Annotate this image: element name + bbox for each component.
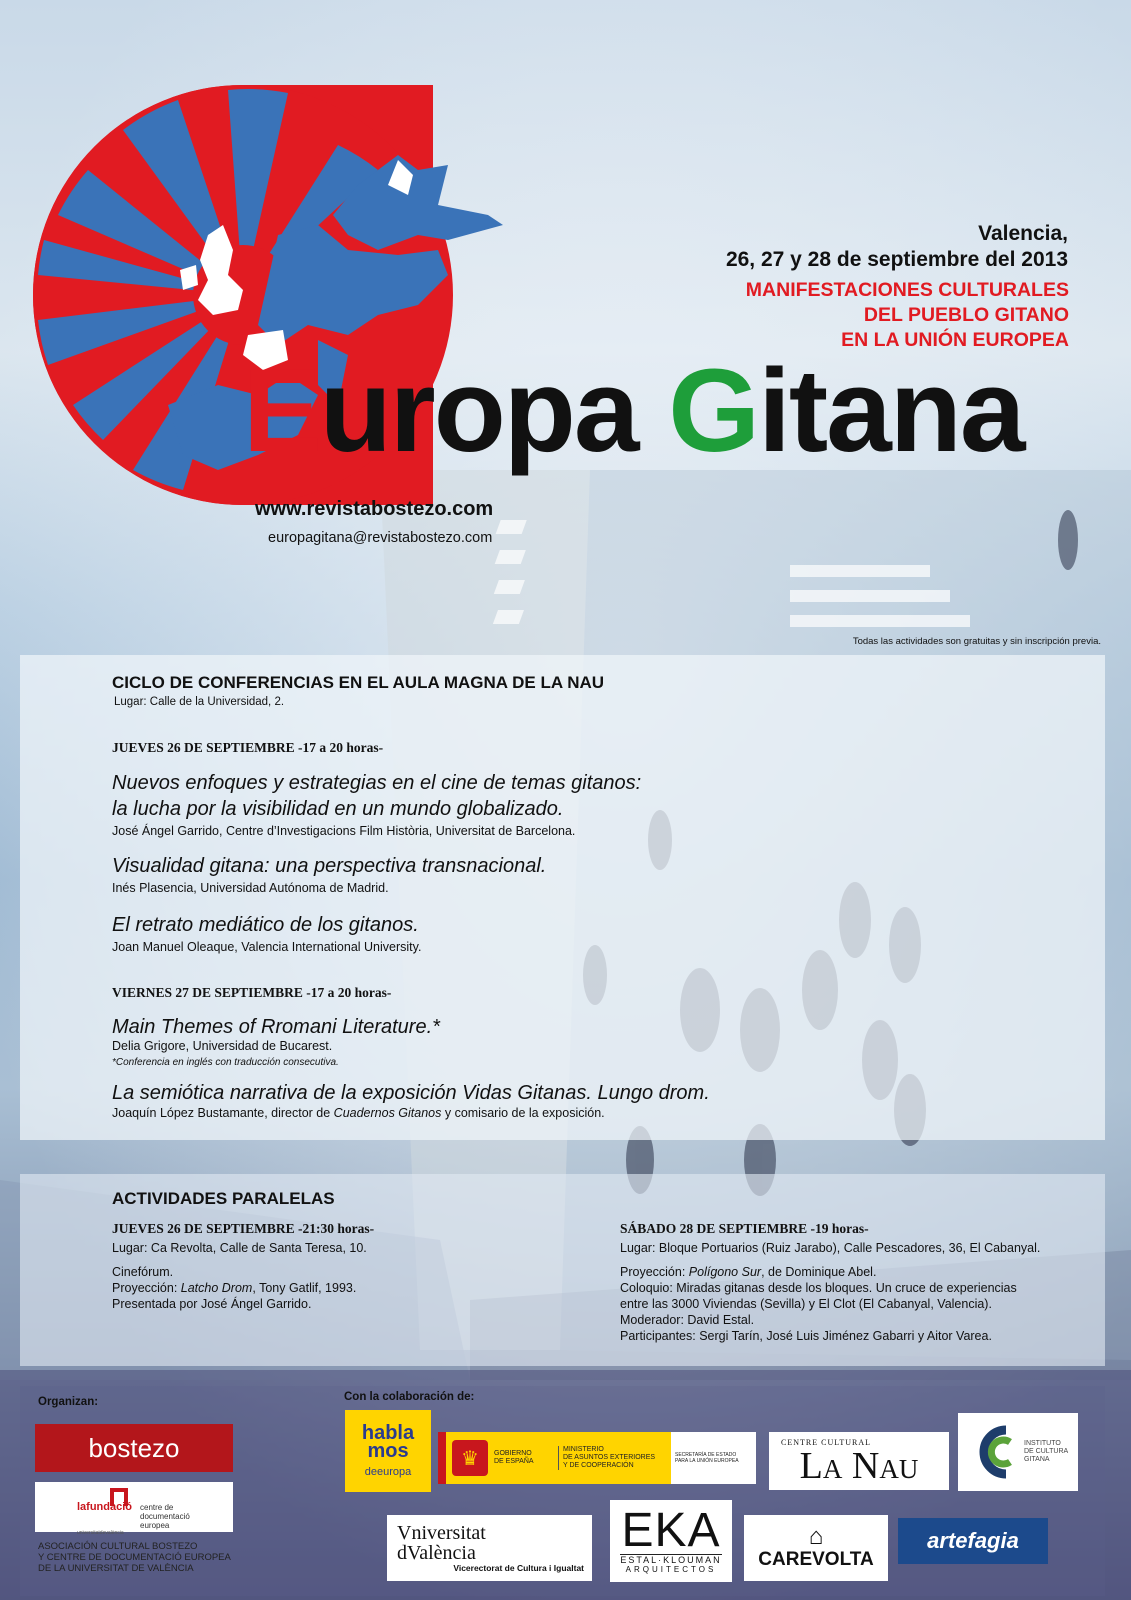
parallel-right-line-2: Coloquio: Miradas gitanas desde los bloques. Un cruce de experiencias bbox=[620, 1281, 1017, 1295]
instituto-cultura-gitana-logo[interactable] bbox=[958, 1413, 1078, 1491]
instituto-cultura-gitana-icon bbox=[966, 1422, 1020, 1482]
title-letter-g: G bbox=[668, 345, 759, 477]
la-nau-top-text: CENTRE CULTURAL bbox=[781, 1437, 872, 1447]
uv-text-2: dValència bbox=[397, 1542, 476, 1564]
ca-revolta-logo[interactable] bbox=[744, 1515, 888, 1581]
organizers-label: Organizan: bbox=[38, 1396, 99, 1408]
parallel-right-line-1 bbox=[620, 1264, 876, 1280]
bostezo-logo[interactable] bbox=[35, 1424, 233, 1472]
instituto-text-2: DE CULTURA bbox=[1024, 1448, 1069, 1455]
hablamos-de-europa-logo[interactable] bbox=[345, 1410, 431, 1492]
talk-5-title: La semiótica narrativa de la exposición Vidas Gitanas. Lungo drom. bbox=[112, 1082, 710, 1104]
parallel-right-line-4: Moderador: David Estal. bbox=[620, 1313, 755, 1327]
instituto-text-1: INSTITUTO bbox=[1024, 1440, 1061, 1447]
talk-4-note: *Conferencia en inglés con traducción consecutiva. bbox=[112, 1057, 339, 1068]
lafundacio-text: lafundació bbox=[77, 1500, 133, 1513]
parallel-right-place: Lugar: Bloque Portuarios (Ruiz Jarabo), Calle Pescadores, 36, El Cabanyal. bbox=[620, 1241, 1041, 1255]
free-activities-note: Todas las actividades son gratuitas y sin inscripción previa. bbox=[852, 636, 1101, 647]
hablamos-text-3: deeuropa bbox=[364, 1466, 412, 1478]
parallel-left-line-3: Presentada por José Ángel Garrido. bbox=[112, 1297, 312, 1311]
parallel-right-line-1-b: , de Dominique Abel. bbox=[761, 1265, 877, 1279]
parallel-right-line-3: entre las 3000 Viviendas (Sevilla) y El Clot (El Cabanyal, Valencia). bbox=[620, 1297, 992, 1311]
la-nau-logo[interactable] bbox=[769, 1432, 949, 1490]
parallel-right-day: SÁBADO 28 DE SEPTIEMBRE -19 horas- bbox=[620, 1221, 869, 1236]
la-nau-text: La Nau bbox=[799, 1444, 919, 1487]
organizers-credit-line-3: DE LA UNIVERSITAT DE VALÈNCIA bbox=[38, 1563, 194, 1574]
talk-5-speaker-publication: Cuadernos Gitanos bbox=[333, 1106, 442, 1120]
lafundacio-logo[interactable] bbox=[35, 1482, 233, 1536]
organizers-credit bbox=[38, 1541, 231, 1574]
parallel-left-line-2 bbox=[112, 1280, 356, 1296]
cde-text: centre de documentació europea bbox=[140, 1502, 190, 1530]
spain-flag-stripe-icon bbox=[438, 1432, 446, 1484]
parallel-left-line-2-b: , Tony Gatlif, 1993. bbox=[252, 1281, 357, 1295]
gobierno-text-1: GOBIERNO bbox=[494, 1450, 532, 1457]
city: Valencia, bbox=[978, 222, 1068, 245]
talk-5-speaker-part-a: Joaquín López Bustamante, director de bbox=[112, 1106, 334, 1120]
website-link[interactable]: www.revistabostezo.com bbox=[255, 498, 494, 520]
hablamos-text-2: mos bbox=[367, 1440, 409, 1462]
talk-1-title-line-2: la lucha por la visibilidad en un mundo globalizado. bbox=[112, 798, 564, 820]
secretaria-text-2: PARA LA UNIÓN EUROPEA bbox=[675, 1458, 739, 1464]
artefagia-logo[interactable] bbox=[898, 1518, 1048, 1564]
title-word-2: itana bbox=[758, 345, 1024, 477]
uv-text-1: Vniversitat bbox=[397, 1522, 486, 1544]
house-icon: ⌂ bbox=[808, 1523, 824, 1550]
talk-3-title: El retrato mediático de los gitanos. bbox=[112, 914, 419, 936]
parallel-left-line-2-a: Proyección: bbox=[112, 1281, 181, 1295]
lafundacio-arch-icon bbox=[110, 1488, 128, 1506]
eka-subtext-2: ARQUITECTOS bbox=[625, 1565, 717, 1574]
title-letter-e: E bbox=[243, 345, 320, 477]
ca-revolta-text: CAREVOLTA bbox=[758, 1549, 874, 1570]
talk-4-speaker: Delia Grigore, Universidad de Bucarest. bbox=[112, 1039, 333, 1053]
talk-1-title-line-1: Nuevos enfoques y estrategias en el cine de temas gitanos: bbox=[112, 772, 642, 794]
parallel-left-place: Lugar: Ca Revolta, Calle de Santa Teresa, 10. bbox=[112, 1241, 367, 1255]
collaboration-label: Con la colaboración de: bbox=[344, 1391, 475, 1403]
email-link[interactable]: europagitana@revistabostezo.com bbox=[268, 530, 493, 546]
conferences-heading: CICLO DE CONFERENCIAS EN EL AULA MAGNA DE LA NAU bbox=[112, 673, 605, 692]
ministerio-text-1: MINISTERIO bbox=[563, 1446, 604, 1453]
conference-day-2: VIERNES 27 DE SEPTIEMBRE -17 a 20 horas- bbox=[112, 985, 392, 1000]
gobierno-espana-logo[interactable] bbox=[438, 1432, 756, 1484]
hablamos-text-1: habla bbox=[361, 1422, 415, 1444]
lafundacio-subtext: universitatdevalència bbox=[77, 1529, 124, 1536]
instituto-text-3: GITANA bbox=[1024, 1456, 1050, 1463]
talk-4-title: Main Themes of Rromani Literature.* bbox=[112, 1016, 440, 1038]
conference-day-1: JUEVES 26 DE SEPTIEMBRE -17 a 20 horas- bbox=[112, 740, 384, 755]
eka-arquitectos-logo[interactable] bbox=[610, 1500, 732, 1582]
parallel-right-film: Polígono Sur bbox=[688, 1265, 762, 1279]
talk-5-speaker bbox=[112, 1106, 605, 1120]
parallel-left-day: JUEVES 26 DE SEPTIEMBRE -21:30 horas- bbox=[112, 1221, 375, 1236]
gobierno-text-2: DE ESPAÑA bbox=[494, 1458, 534, 1465]
parallel-left-line-1: Cinefórum. bbox=[112, 1265, 174, 1279]
secretaria-text-1: SECRETARÍA DE ESTADO bbox=[675, 1452, 737, 1458]
parallel-heading: ACTIVIDADES PARALELAS bbox=[112, 1189, 335, 1208]
eka-text: EKA bbox=[621, 1504, 721, 1557]
parallel-right-line-1-a: Proyección: bbox=[620, 1265, 689, 1279]
subtitle-line-2: DEL PUEBLO GITANO bbox=[863, 304, 1069, 326]
talk-3-speaker: Joan Manuel Oleaque, Valencia International University. bbox=[112, 940, 422, 954]
talk-1-speaker: José Ángel Garrido, Centre d’Investigacions Film Història, Universitat de Barcelona. bbox=[112, 824, 576, 838]
conferences-place: Lugar: Calle de la Universidad, 2. bbox=[114, 696, 285, 708]
event-dates: 26, 27 y 28 de septiembre del 2013 bbox=[725, 248, 1068, 271]
event-title bbox=[243, 345, 1024, 477]
organizers-credit-line-1: ASOCIACIÓN CULTURAL BOSTEZO bbox=[38, 1541, 198, 1552]
talk-2-title: Visualidad gitana: una perspectiva transnacional. bbox=[112, 855, 547, 877]
organizers-credit-line-2: Y CENTRE DE DOCUMENTACIÓ EUROPEA bbox=[38, 1552, 231, 1563]
uv-text-3: Vicerectorat de Cultura i Igualtat bbox=[453, 1563, 584, 1573]
subtitle-line-3: EN LA UNIÓN EUROPEA bbox=[841, 329, 1069, 351]
eka-subtext: ESTAL·KLOUMAN bbox=[620, 1555, 722, 1565]
subtitle-line-1: MANIFESTACIONES CULTURALES bbox=[745, 279, 1069, 301]
universitat-valencia-logo[interactable] bbox=[387, 1515, 592, 1581]
ministerio-text-3: Y DE COOPERACIÓN bbox=[563, 1462, 634, 1469]
spain-coat-of-arms-icon: ♛ bbox=[452, 1440, 488, 1476]
parallel-left-film: Latcho Drom bbox=[180, 1281, 253, 1295]
talk-2-speaker: Inés Plasencia, Universidad Autónoma de Madrid. bbox=[112, 881, 389, 895]
bostezo-logo-text: bostezo bbox=[88, 1432, 180, 1463]
talk-5-speaker-part-b: y comisario de la exposición. bbox=[441, 1106, 605, 1120]
artefagia-text: artefagia bbox=[927, 1528, 1019, 1553]
title-word-1: uropa bbox=[319, 345, 669, 477]
ministerio-text-2: DE ASUNTOS EXTERIORES bbox=[563, 1454, 656, 1461]
parallel-right-line-5: Participantes: Sergi Tarín, José Luis Jiménez Gabarri y Aitor Varea. bbox=[620, 1329, 992, 1343]
